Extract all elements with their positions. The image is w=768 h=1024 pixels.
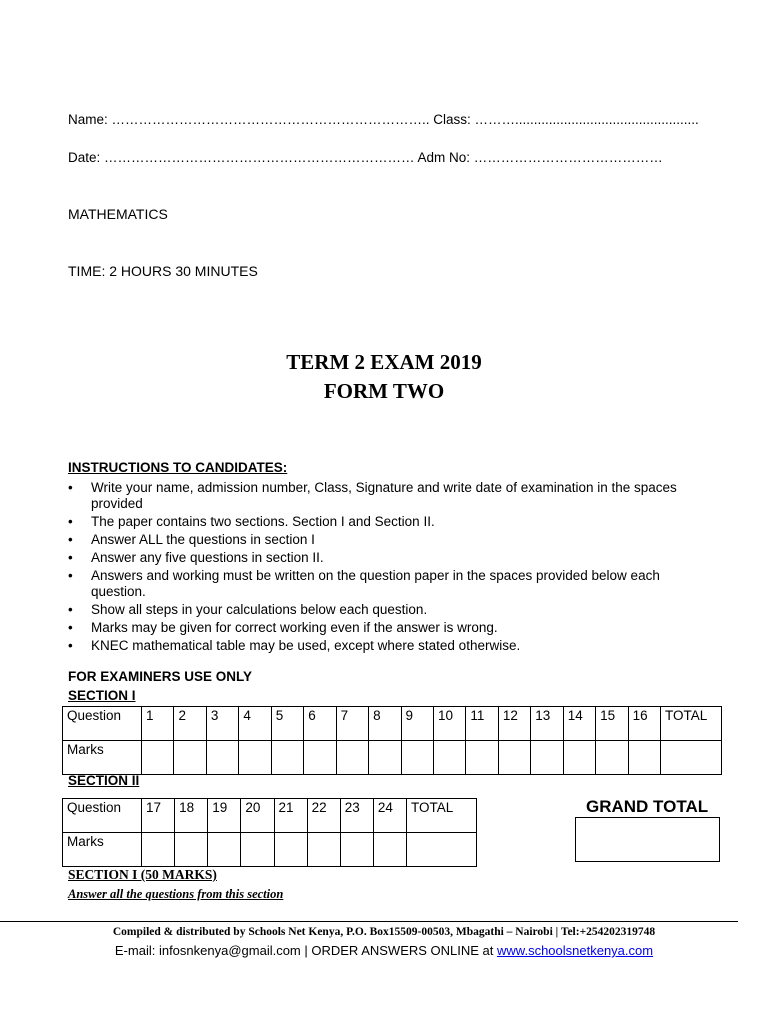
marks-cell[interactable]	[531, 741, 563, 775]
section2-marks-table	[62, 798, 477, 867]
marks-cell[interactable]	[142, 833, 175, 867]
question-number: 7	[336, 707, 368, 741]
instructions-list	[68, 480, 708, 656]
row-label: Question	[63, 799, 142, 833]
section1-marks-table	[62, 706, 722, 775]
marks-cell[interactable]	[336, 741, 368, 775]
website-link[interactable]: www.schoolsnetkenya.com	[497, 943, 654, 958]
marks-cell[interactable]	[142, 741, 174, 775]
question-number: 13	[531, 707, 563, 741]
subject-label: MATHEMATICS	[68, 206, 168, 222]
examiners-heading: FOR EXAMINERS USE ONLY	[68, 669, 253, 684]
question-number: 10	[433, 707, 465, 741]
marks-cell[interactable]	[628, 741, 660, 775]
question-number: 23	[340, 799, 373, 833]
question-number: 19	[208, 799, 241, 833]
marks-cell[interactable]	[433, 741, 465, 775]
marks-cell[interactable]	[596, 741, 628, 775]
marks-cell[interactable]	[563, 741, 595, 775]
question-number: 2	[174, 707, 206, 741]
section1-subheading: Answer all the questions from this section	[68, 887, 284, 901]
name-class-line: Name: …………………………………………………………….. Class: ……….................................................	[68, 112, 699, 127]
instruction-item: • Show all steps in your calculations below each question.	[68, 602, 708, 618]
marks-cell[interactable]	[174, 741, 206, 775]
question-number: 8	[369, 707, 401, 741]
marks-cell[interactable]	[206, 741, 238, 775]
total-cell[interactable]	[407, 833, 477, 867]
question-number: 16	[628, 707, 660, 741]
question-number: 3	[206, 707, 238, 741]
time-label: TIME: 2 HOURS 30 MINUTES	[68, 263, 258, 279]
marks-cell[interactable]	[369, 741, 401, 775]
grand-total-box[interactable]	[575, 817, 720, 862]
question-number: 4	[239, 707, 271, 741]
instruction-item: • Answer any five questions in section II.	[68, 550, 708, 566]
date-adm-line: Date: …………………………………………………………… Adm No: ……………………………………	[68, 150, 663, 165]
question-number: 11	[466, 707, 498, 741]
total-cell[interactable]	[661, 741, 722, 775]
question-number: 6	[304, 707, 336, 741]
marks-cell[interactable]	[239, 741, 271, 775]
question-number: 12	[498, 707, 530, 741]
table-row	[63, 707, 722, 741]
question-number: 17	[142, 799, 175, 833]
question-number: 14	[563, 707, 595, 741]
table-row	[63, 741, 722, 775]
row-label: Marks	[63, 833, 142, 867]
marks-cell[interactable]	[498, 741, 530, 775]
form-title: FORM TWO	[323, 379, 445, 403]
marks-cell[interactable]	[304, 741, 336, 775]
question-number: 18	[175, 799, 208, 833]
marks-cell[interactable]	[241, 833, 274, 867]
question-number: 24	[373, 799, 406, 833]
question-number: 20	[241, 799, 274, 833]
total-header: TOTAL	[661, 707, 722, 741]
instructions-heading: INSTRUCTIONS TO CANDIDATES:	[68, 460, 288, 475]
footer-rule	[0, 921, 738, 922]
total-header: TOTAL	[407, 799, 477, 833]
exam-title: TERM 2 EXAM 2019	[286, 350, 482, 374]
footer-email-text: E-mail: infosnkenya@gmail.com | ORDER ANSWERS ONLINE at	[114, 943, 498, 958]
instruction-item: • Answers and working must be written on the question paper in the spaces provided below each question.	[68, 568, 708, 600]
table-row	[63, 833, 477, 867]
question-number: 15	[596, 707, 628, 741]
marks-cell[interactable]	[271, 741, 303, 775]
instruction-item: • Write your name, admission number, Class, Signature and write date of examination in the spaces provided	[68, 480, 708, 512]
marks-cell[interactable]	[274, 833, 307, 867]
instruction-item: • Marks may be given for correct working even if the answer is wrong.	[68, 620, 708, 636]
instruction-item: • Answer ALL the questions in section I	[68, 532, 708, 548]
instruction-item: • The paper contains two sections. Section I and Section II.	[68, 514, 708, 530]
marks-cell[interactable]	[307, 833, 340, 867]
section1-label: SECTION I	[68, 688, 136, 703]
marks-cell[interactable]	[466, 741, 498, 775]
marks-cell[interactable]	[340, 833, 373, 867]
question-number: 9	[401, 707, 433, 741]
footer-contact	[0, 943, 768, 958]
table-row	[63, 799, 477, 833]
row-label: Question	[63, 707, 142, 741]
row-label: Marks	[63, 741, 142, 775]
question-number: 21	[274, 799, 307, 833]
marks-cell[interactable]	[373, 833, 406, 867]
instruction-item: • KNEC mathematical table may be used, except where stated otherwise.	[68, 638, 708, 654]
footer-compiled-by: Compiled & distributed by Schools Net Kenya, P.O. Box15509-00503, Mbagathi – Nairobi | Tel:+254202319748	[112, 926, 656, 938]
section1-heading: SECTION I (50 MARKS)	[68, 867, 217, 882]
question-number: 22	[307, 799, 340, 833]
marks-cell[interactable]	[208, 833, 241, 867]
grand-total-label: GRAND TOTAL	[586, 797, 709, 816]
marks-cell[interactable]	[175, 833, 208, 867]
section2-label: SECTION II	[68, 773, 140, 788]
question-number: 5	[271, 707, 303, 741]
marks-cell[interactable]	[401, 741, 433, 775]
question-number: 1	[142, 707, 174, 741]
